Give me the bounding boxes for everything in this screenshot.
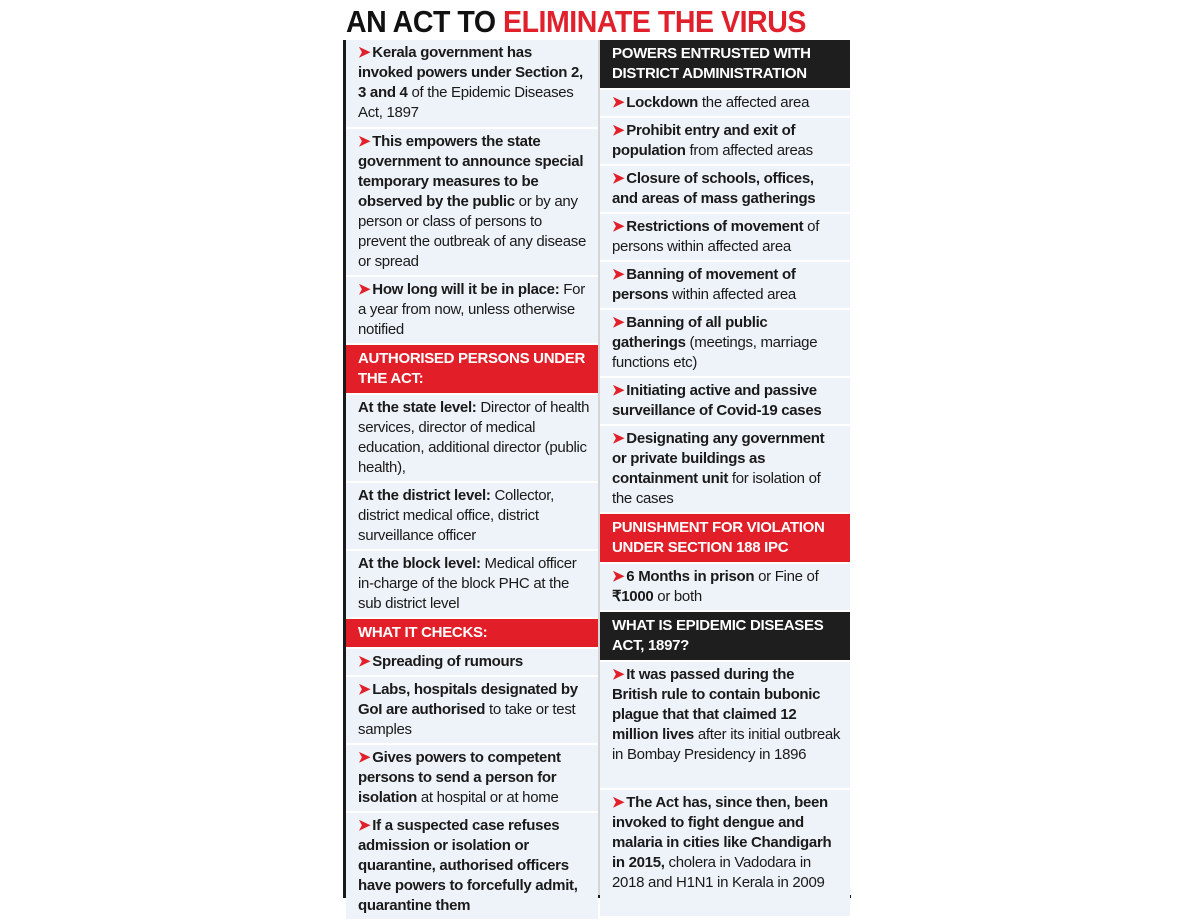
intro-item xyxy=(346,277,598,343)
intro-item-text: For a year from now, unless otherwise notified xyxy=(358,281,585,338)
bullet-arrow-icon: ➤ xyxy=(612,794,625,811)
intro-item-text: or by any person or class of persons to prevent the outbreak of any disease or spread xyxy=(358,193,586,270)
title-part-2: ELIMINATE THE VIRUS xyxy=(503,4,806,39)
bullet-arrow-icon: ➤ xyxy=(612,94,625,111)
powers-item-text: from affected areas xyxy=(685,142,813,159)
checks-item-bold: Spreading of rumours xyxy=(372,653,523,670)
powers-item-bold: Banning of all public gatherings xyxy=(612,314,768,351)
powers-item-text: of persons within affected area xyxy=(612,218,820,255)
authorised-persons-header: AUTHORISED PERSONS UNDER THE ACT: xyxy=(346,345,598,393)
powers-item-text: within affected area xyxy=(668,286,796,303)
about-item-text: after its initial outbreak in Bombay Presidency in 1896 xyxy=(612,726,841,763)
authorised-item-text: Medical officer in-charge of the block PHC at the sub district level xyxy=(358,555,577,612)
punishment-fine-amount: ₹1000 xyxy=(612,588,654,605)
powers-item-bold: Initiating active and passive surveillance of Covid-19 cases xyxy=(612,382,822,419)
bullet-arrow-icon: ➤ xyxy=(612,218,625,235)
authorised-item xyxy=(346,551,598,617)
left-column xyxy=(346,40,598,921)
powers-item xyxy=(600,118,850,164)
bullet-arrow-icon: ➤ xyxy=(358,44,371,61)
bullet-arrow-icon: ➤ xyxy=(612,568,625,585)
powers-item-bold: Lockdown xyxy=(626,94,699,111)
intro-item-text: of the Epidemic Diseases Act, 1897 xyxy=(358,84,574,121)
checks-item xyxy=(346,813,598,919)
bullet-arrow-icon: ➤ xyxy=(358,281,371,298)
checks-item-bold: Gives powers to competent persons to send a person for isolation xyxy=(358,749,561,806)
authorised-item-text: Director of health services, director of medical education, additional director (public health), xyxy=(358,399,590,476)
checks-item-bold: If a suspected case refuses admission or isolation or quarantine, authorised officers have powers to forcefully admit, quarantine them xyxy=(358,817,578,914)
powers-item-bold: Restrictions of movement xyxy=(626,218,804,235)
about-item xyxy=(600,790,850,916)
powers-item-bold: Closure of schools, offices, and areas of mass gatherings xyxy=(612,170,816,207)
checks-item xyxy=(346,745,598,811)
intro-item-bold: This empowers the state government to announce special temporary measures to be observed by the public xyxy=(358,133,584,210)
powers-header: POWERS ENTRUSTED WITH DISTRICT ADMINISTRATION xyxy=(600,40,850,88)
bullet-arrow-icon: ➤ xyxy=(612,314,625,331)
bullet-arrow-icon: ➤ xyxy=(358,749,371,766)
powers-item-bold: Banning of movement of persons xyxy=(612,266,796,303)
checks-item-bold: Labs, hospitals designated by GoI are authorised xyxy=(358,681,578,718)
punishment-item-text-end: or both xyxy=(653,588,702,605)
powers-item xyxy=(600,310,850,376)
punishment-item xyxy=(600,564,850,610)
authorised-item-bold: At the block level: xyxy=(358,555,481,572)
intro-item-bold: Kerala government has invoked powers under Section 2, 3 and 4 xyxy=(358,44,583,101)
intro-item xyxy=(346,40,598,127)
checks-item xyxy=(346,677,598,743)
about-item-text: cholera in Vadodara in 2018 and H1N1 in Kerala in 2009 xyxy=(612,854,825,891)
bullet-arrow-icon: ➤ xyxy=(612,122,625,139)
powers-item-text: the affected area xyxy=(698,94,810,111)
bullet-arrow-icon: ➤ xyxy=(612,430,625,447)
intro-item-bold: How long will it be in place: xyxy=(372,281,560,298)
powers-item xyxy=(600,90,850,116)
powers-item xyxy=(600,262,850,308)
bullet-arrow-icon: ➤ xyxy=(612,170,625,187)
authorised-item xyxy=(346,395,598,481)
right-column xyxy=(600,40,850,918)
powers-item-bold: Prohibit entry and exit of population xyxy=(612,122,796,159)
bullet-arrow-icon: ➤ xyxy=(612,666,625,683)
bullet-arrow-icon: ➤ xyxy=(358,817,371,834)
powers-item xyxy=(600,214,850,260)
powers-item-bold: Designating any government or private buildings as containment unit xyxy=(612,430,825,487)
powers-item-text: (meetings, marriage functions etc) xyxy=(612,334,818,371)
punishment-header: PUNISHMENT FOR VIOLATION UNDER SECTION 188 IPC xyxy=(600,514,850,562)
checks-item xyxy=(346,649,598,675)
authorised-item-text: Collector, district medical office, district surveillance officer xyxy=(358,487,555,544)
punishment-item-bold: 6 Months in prison xyxy=(626,568,755,585)
authorised-item-bold: At the state level: xyxy=(358,399,477,416)
intro-item xyxy=(346,129,598,275)
about-act-header: WHAT IS EPIDEMIC DISEASES ACT, 1897? xyxy=(600,612,850,660)
bullet-arrow-icon: ➤ xyxy=(358,653,371,670)
bullet-arrow-icon: ➤ xyxy=(612,382,625,399)
powers-item xyxy=(600,166,850,212)
about-item xyxy=(600,662,850,788)
bullet-arrow-icon: ➤ xyxy=(358,681,371,698)
about-item-bold: It was passed during the British rule to contain bubonic plague that that claimed 12 million lives xyxy=(612,666,821,743)
powers-item xyxy=(600,426,850,512)
authorised-item xyxy=(346,483,598,549)
bullet-arrow-icon: ➤ xyxy=(358,133,371,150)
checks-item-text: at hospital or at home xyxy=(416,789,559,806)
powers-item-text: for isolation of the cases xyxy=(612,470,821,507)
authorised-item-bold: At the district level: xyxy=(358,487,491,504)
punishment-item-text: or Fine of xyxy=(754,568,819,585)
title-part-1: AN ACT TO xyxy=(346,4,504,39)
about-item-bold: The Act has, since then, been invoked to fight dengue and malaria in cities like Chandigarh in 2015, xyxy=(612,794,832,871)
powers-item xyxy=(600,378,850,424)
checks-item-text: to take or test samples xyxy=(358,701,576,738)
what-it-checks-header: WHAT IT CHECKS: xyxy=(346,619,598,647)
bullet-arrow-icon: ➤ xyxy=(612,266,625,283)
page-title xyxy=(346,2,815,42)
